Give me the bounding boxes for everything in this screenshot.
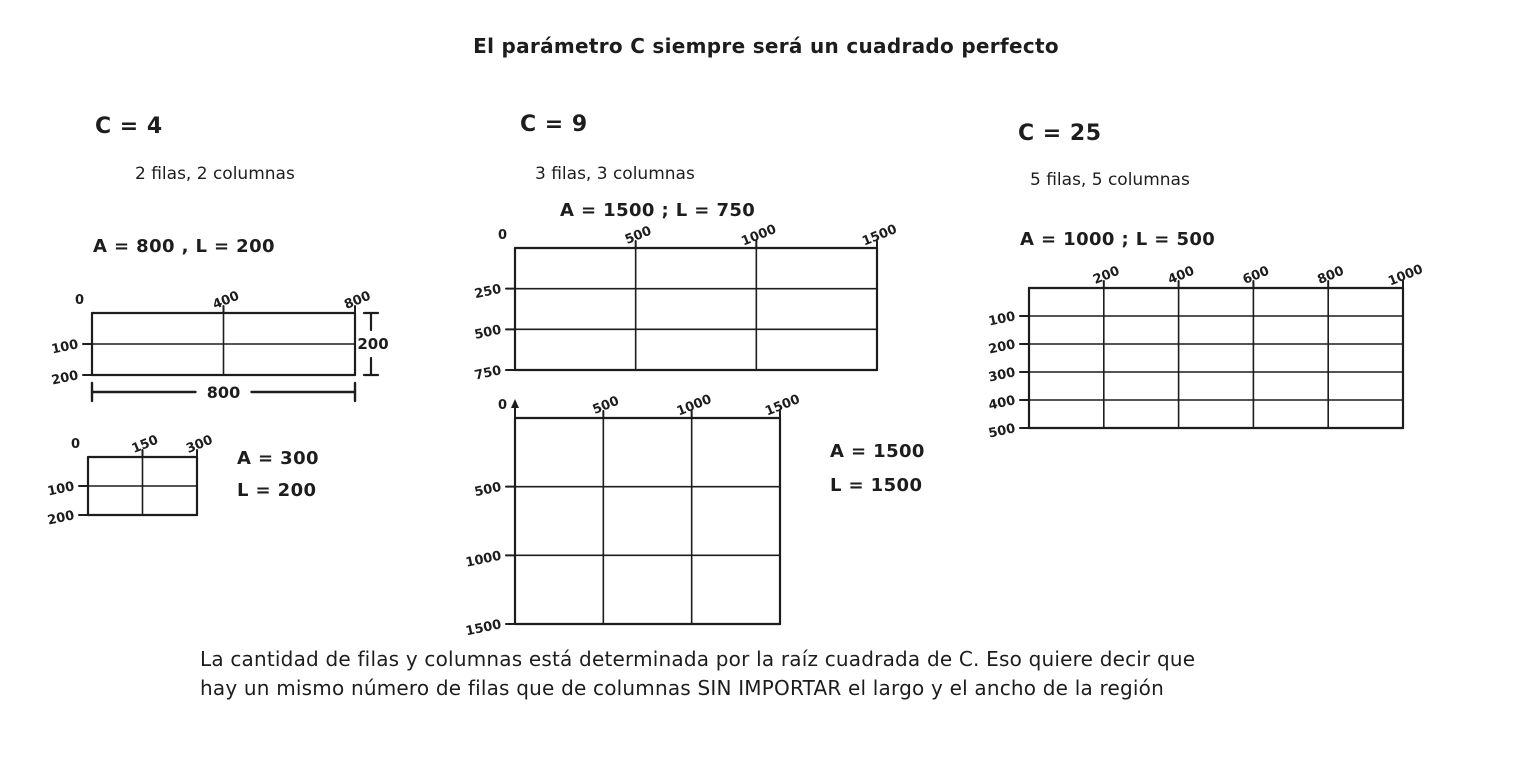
- x-tick-label: 1500: [860, 222, 900, 250]
- y-tick-label: 100: [46, 479, 76, 500]
- origin-arrow-head: [511, 399, 519, 408]
- width-dimension-label: 800: [206, 383, 241, 402]
- y-tick-label: 250: [473, 281, 503, 303]
- x-tick-label: 800: [342, 288, 374, 313]
- x-tick-label: 1000: [739, 222, 779, 250]
- y-tick-label: 100: [987, 309, 1017, 330]
- x-tick-label: 800: [1315, 263, 1347, 288]
- c9-grid-wide: [473, 218, 933, 388]
- footer-note: [200, 645, 1195, 703]
- y-tick-label: 1500: [464, 617, 503, 640]
- y-tick-label: 750: [473, 363, 503, 384]
- y-tick-label: 100: [50, 337, 80, 358]
- c9-square-length-label: L = 1500: [830, 475, 923, 496]
- x-tick-label: 600: [1240, 263, 1272, 288]
- height-dimension-label: 200: [357, 335, 389, 353]
- x-tick-label: 300: [184, 432, 216, 457]
- c4-grid-large: [50, 283, 425, 423]
- c4-grid-small: [46, 427, 246, 527]
- x-tick-label: 200: [1091, 263, 1122, 288]
- y-tick-label: 200: [50, 368, 80, 389]
- x-tick-label: 0: [70, 437, 80, 452]
- c4-params-label: A = 800 , L = 200: [93, 236, 275, 257]
- c9-params-label: A = 1500 ; L = 750: [560, 200, 756, 221]
- c9-square-area-label: A = 1500: [830, 441, 925, 462]
- footer-line-2: hay un mismo número de filas que de columnas SIN IMPORTAR el largo y el ancho de la región: [200, 676, 1164, 700]
- c25-rows-cols-label: 5 filas, 5 columnas: [1030, 170, 1190, 190]
- y-tick-label: 400: [987, 393, 1017, 414]
- x-tick-label: 400: [1165, 263, 1197, 288]
- x-tick-label: 1000: [674, 392, 714, 420]
- y-tick-label: 300: [987, 365, 1017, 386]
- x-tick-label: 0: [74, 293, 84, 308]
- c4-heading: C = 4: [95, 114, 163, 139]
- x-tick-label: 0: [497, 398, 507, 413]
- x-tick-label: 1000: [1386, 262, 1426, 290]
- c4-small-length-label: L = 200: [237, 480, 317, 501]
- y-tick-label: 500: [473, 479, 503, 501]
- c25-heading: C = 25: [1018, 121, 1102, 146]
- y-tick-label: 1000: [464, 548, 503, 571]
- c25-grid: [983, 258, 1473, 443]
- c9-rows-cols-label: 3 filas, 3 columnas: [535, 164, 695, 184]
- page-title: El parámetro C siempre será un cuadrado perfecto: [473, 34, 1059, 58]
- c9-grid-square: [463, 388, 833, 638]
- c9-heading: C = 9: [520, 112, 588, 137]
- c25-params-label: A = 1000 ; L = 500: [1020, 229, 1216, 250]
- y-tick-label: 500: [987, 421, 1017, 442]
- y-tick-label: 500: [473, 322, 503, 343]
- y-tick-label: 200: [987, 337, 1017, 358]
- x-tick-label: 400: [210, 288, 242, 313]
- x-tick-label: 0: [497, 228, 507, 243]
- c4-rows-cols-label: 2 filas, 2 columnas: [135, 164, 295, 184]
- c4-small-area-label: A = 300: [237, 448, 319, 469]
- y-tick-label: 200: [46, 508, 76, 529]
- x-tick-label: 500: [622, 223, 654, 248]
- x-tick-label: 150: [129, 432, 161, 457]
- x-tick-label: 1500: [763, 392, 803, 420]
- x-tick-label: 500: [590, 393, 622, 418]
- footer-line-1: La cantidad de filas y columnas está determinada por la raíz cuadrada de C. Eso quiere decir que: [200, 647, 1196, 671]
